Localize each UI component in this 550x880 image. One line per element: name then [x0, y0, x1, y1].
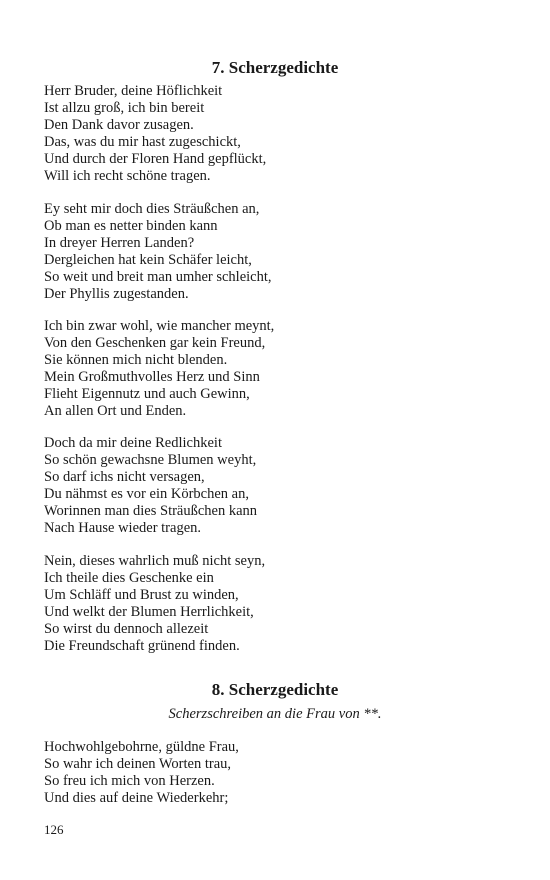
verse-line: Und dies auf deine Wiederkehr;	[44, 789, 229, 806]
poem-8-stanza-1	[44, 739, 524, 807]
verse-line: Hochwohlgebohrne, güldne Frau,	[44, 739, 239, 755]
verse-line: Du nähmst es vor ein Körbchen an,	[44, 485, 249, 502]
verse-line: So wahr ich deinen Worten trau,	[44, 755, 232, 772]
verse-line: Um Schläff und Brust zu winden,	[44, 586, 239, 603]
verse-line: Und welkt der Blumen Herrlichkeit,	[44, 603, 254, 620]
verse-line: Ich bin zwar wohl, wie mancher meynt,	[44, 318, 275, 334]
verse-line: Herr Bruder, deine Höflichkeit	[44, 83, 223, 99]
verse-line: Der Phyllis zugestanden.	[44, 285, 189, 302]
verse-line: Die Freundschaft grünend finden.	[44, 637, 240, 654]
verse-line: Dergleichen hat kein Schäfer leicht,	[44, 251, 252, 268]
verse-line: So schön gewachsne Blumen weyht,	[44, 451, 257, 468]
verse-line: Worinnen man dies Sträußchen kann	[44, 502, 258, 519]
verse-line: In dreyer Herren Landen?	[44, 234, 195, 251]
verse-line: So weit und breit man umher schleicht,	[44, 268, 272, 285]
verse-line: Ey seht mir doch dies Sträußchen an,	[44, 201, 260, 217]
poem-7-stanza-1	[44, 83, 524, 184]
verse-line: Ich theile dies Geschenke ein	[44, 569, 214, 586]
verse-line: Will ich recht schöne tragen.	[44, 167, 211, 184]
verse-line: An allen Ort und Enden.	[44, 402, 187, 419]
verse-line: Das, was du mir hast zugeschickt,	[44, 133, 241, 150]
verse-line: Nein, dieses wahrlich muß nicht seyn,	[44, 553, 266, 569]
verse-line: Mein Großmuthvolles Herz und Sinn	[44, 368, 260, 385]
verse-line: Sie können mich nicht blenden.	[44, 351, 228, 368]
poem-7-stanza-3	[44, 318, 524, 419]
poem-8-subtitle: Scherzschreiben an die Frau von **.	[168, 706, 382, 722]
poem-8-title: 8. Scherzgedichte	[211, 680, 339, 699]
verse-line: So darf ichs nicht versagen,	[44, 468, 205, 485]
verse-line: Ob man es netter binden kann	[44, 217, 218, 234]
page-number: 126	[44, 822, 64, 837]
verse-line: So wirst du dennoch allezeit	[44, 620, 209, 637]
verse-line: Ist allzu groß, ich bin bereit	[44, 99, 205, 116]
verse-line: Doch da mir deine Redlichkeit	[44, 435, 222, 451]
verse-line: Flieht Eigennutz und auch Gewinn,	[44, 385, 250, 402]
poem-7-stanza-2	[44, 201, 524, 302]
verse-line: So freu ich mich von Herzen.	[44, 772, 215, 789]
verse-line: Von den Geschenken gar kein Freund,	[44, 334, 266, 351]
verse-line: Nach Hause wieder tragen.	[44, 519, 202, 536]
poem-7-stanza-4	[44, 435, 524, 536]
verse-line: Und durch der Floren Hand gepflückt,	[44, 150, 267, 167]
poem-7-title: 7. Scherzgedichte	[211, 58, 339, 77]
poem-7-stanza-5	[44, 553, 524, 654]
verse-line: Den Dank davor zusagen.	[44, 116, 194, 133]
